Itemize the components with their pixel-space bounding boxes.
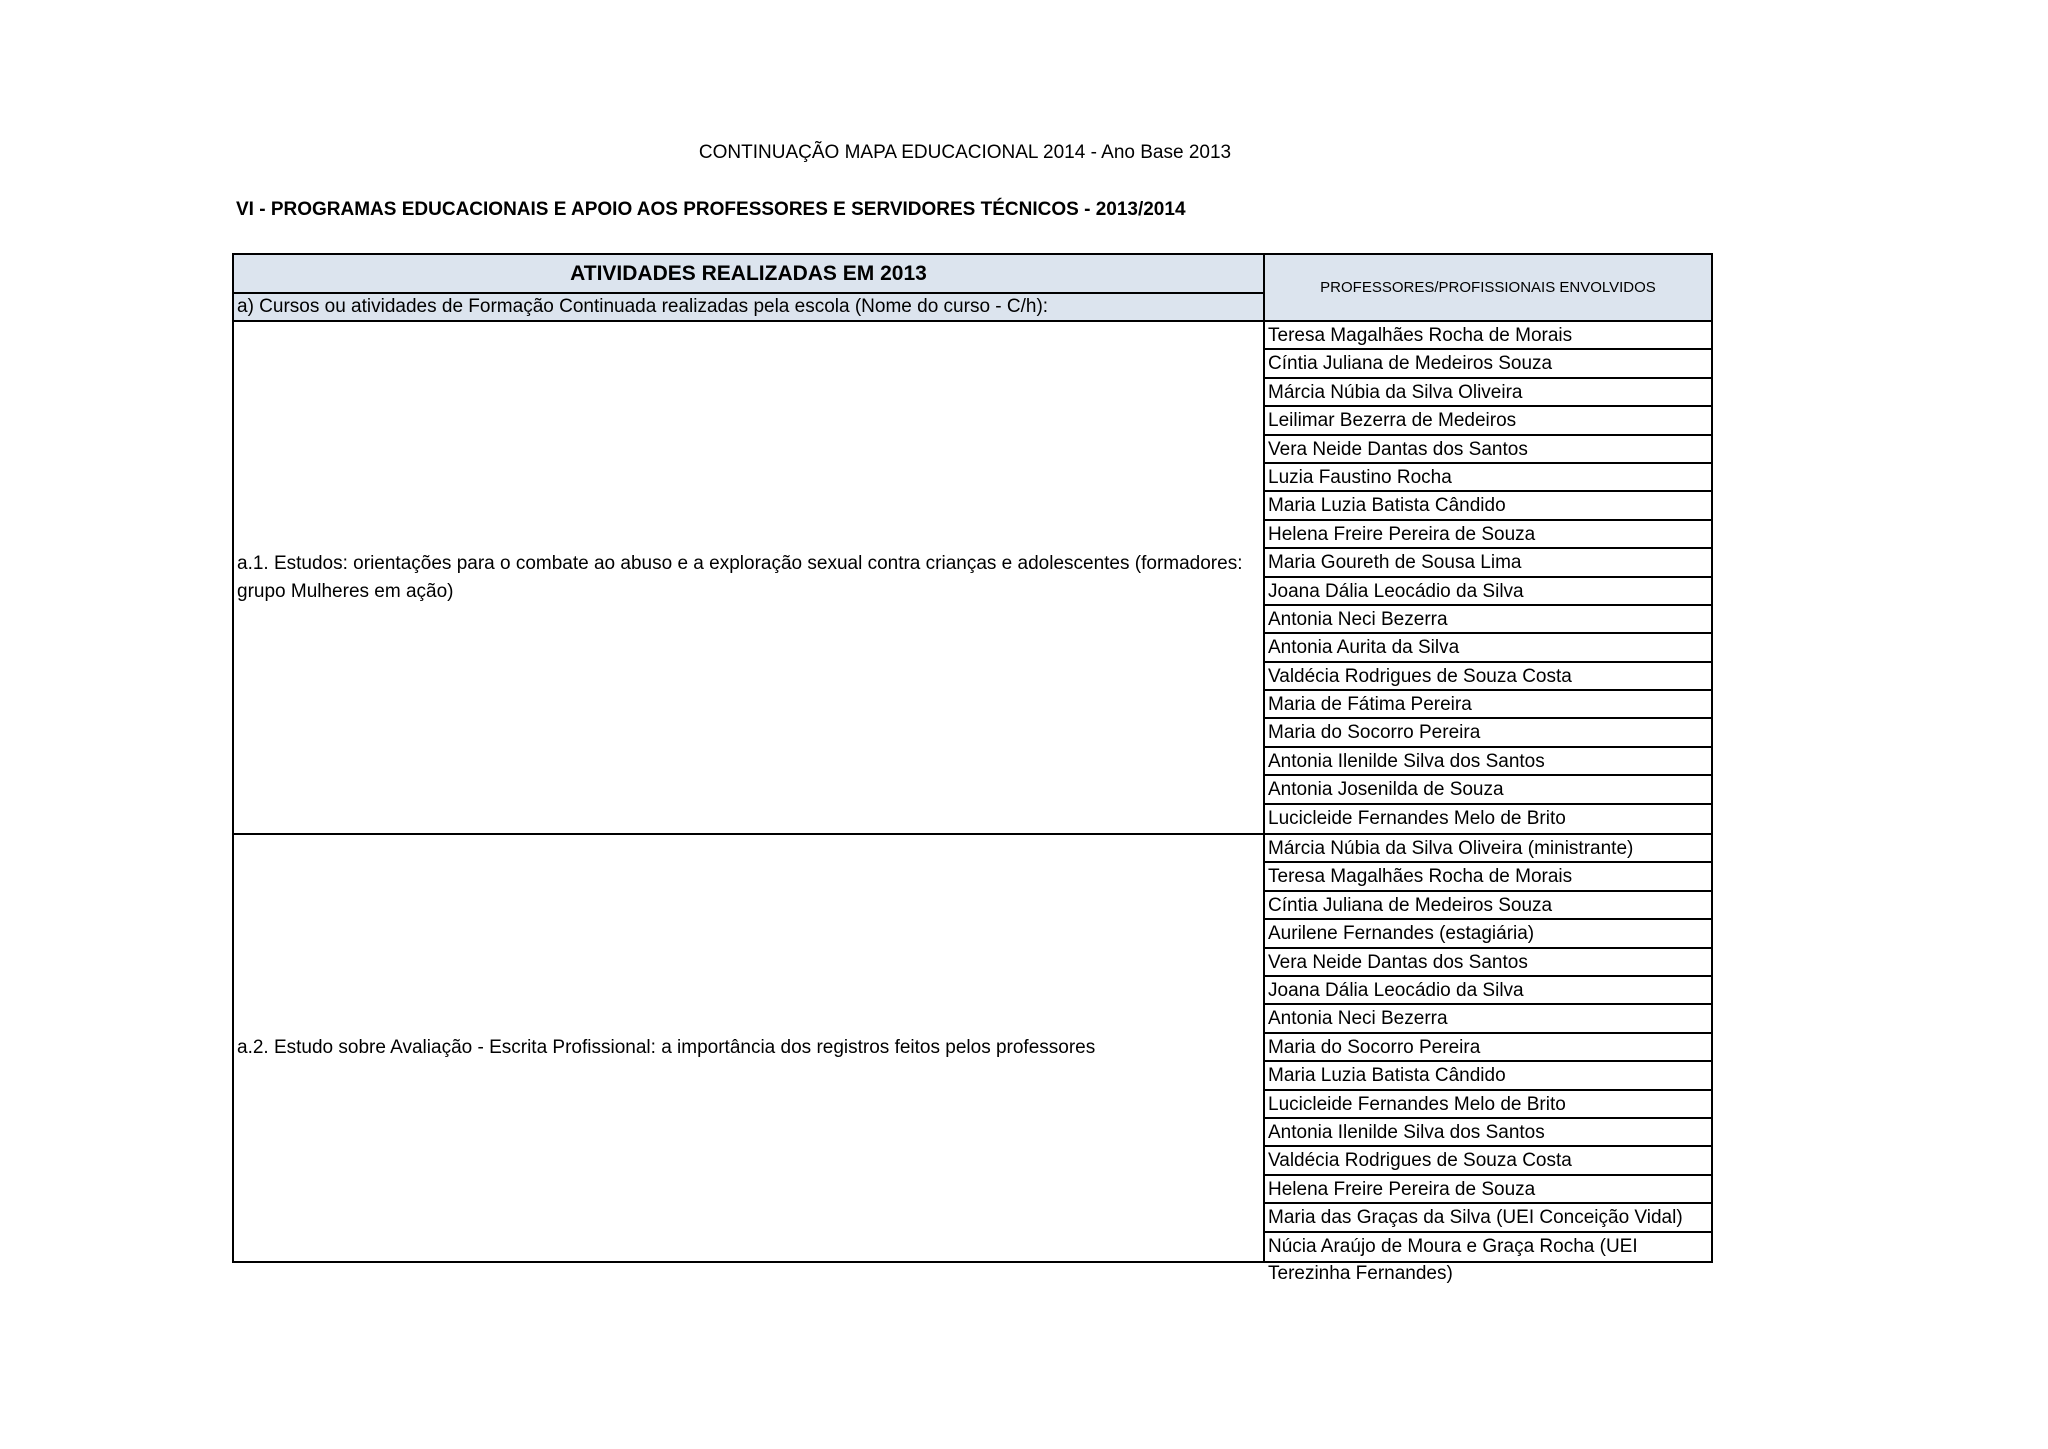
activity-description: a.2. Estudo sobre Avaliação - Escrita Profissional: a importância dos registros feitos pelos professores xyxy=(233,834,1264,1262)
participant-name: Antonia Josenilda de Souza xyxy=(1265,776,1711,804)
participant-name: Valdécia Rodrigues de Souza Costa xyxy=(1265,663,1711,691)
activity-row xyxy=(233,321,1712,834)
participant-name: Teresa Magalhães Rocha de Morais xyxy=(1265,322,1711,350)
participant-name: Aurilene Fernandes (estagiária) xyxy=(1265,920,1711,948)
table-header-row xyxy=(233,254,1712,293)
participant-name: Teresa Magalhães Rocha de Morais xyxy=(1265,863,1711,891)
activity-row xyxy=(233,834,1712,1262)
participants-cell xyxy=(1264,321,1712,834)
participant-name: Antonia Aurita da Silva xyxy=(1265,634,1711,662)
participant-name: Luzia Faustino Rocha xyxy=(1265,464,1711,492)
participant-name: Cíntia Juliana de Medeiros Souza xyxy=(1265,350,1711,378)
participant-name: Maria do Socorro Pereira xyxy=(1265,719,1711,747)
participant-name: Márcia Núbia da Silva Oliveira xyxy=(1265,379,1711,407)
header-participants: PROFESSORES/PROFISSIONAIS ENVOLVIDOS xyxy=(1264,254,1712,321)
participant-name: Antonia Ilenilde Silva dos Santos xyxy=(1265,748,1711,776)
participant-name: Antonia Neci Bezerra xyxy=(1265,1005,1711,1033)
participant-name: Vera Neide Dantas dos Santos xyxy=(1265,436,1711,464)
participant-name: Helena Freire Pereira de Souza xyxy=(1265,1176,1711,1204)
participant-name: Lucicleide Fernandes Melo de Brito xyxy=(1265,1091,1711,1119)
participant-name: Antonia Neci Bezerra xyxy=(1265,606,1711,634)
participant-name: Maria do Socorro Pereira xyxy=(1265,1034,1711,1062)
participant-name: Joana Dália Leocádio da Silva xyxy=(1265,977,1711,1005)
participant-name: Maria Goureth de Sousa Lima xyxy=(1265,549,1711,577)
participant-name: Leilimar Bezerra de Medeiros xyxy=(1265,407,1711,435)
document-title: CONTINUAÇÃO MAPA EDUCACIONAL 2014 - Ano Base 2013 xyxy=(698,142,1232,163)
participant-name: Maria Luzia Batista Cândido xyxy=(1265,1062,1711,1090)
participant-name: Maria das Graças da Silva (UEI Conceição Vidal) xyxy=(1265,1204,1711,1232)
participant-name: Lucicleide Fernandes Melo de Brito xyxy=(1268,807,1566,829)
participant-name: Márcia Núbia da Silva Oliveira (ministrante) xyxy=(1265,835,1711,863)
participant-name: Valdécia Rodrigues de Souza Costa xyxy=(1265,1147,1711,1175)
participant-name: Cíntia Juliana de Medeiros Souza xyxy=(1265,892,1711,920)
participant-name: Núcia Araújo de Moura e Graça Rocha (UEI Terezinha Fernandes) xyxy=(1268,1235,1638,1284)
participant-name: Antonia Ilenilde Silva dos Santos xyxy=(1265,1119,1711,1147)
participant-name: Maria de Fátima Pereira xyxy=(1265,691,1711,719)
participants-cell xyxy=(1264,834,1712,1284)
activity-description: a.1. Estudos: orientações para o combate ao abuso e a exploração sexual contra crianças e adolescentes (formadores: grupo Mulheres em ação) xyxy=(233,321,1264,834)
header-activities: ATIVIDADES REALIZADAS EM 2013 xyxy=(233,254,1264,293)
section-heading: VI - PROGRAMAS EDUCACIONAIS E APOIO AOS PROFESSORES E SERVIDORES TÉCNICOS - 2013/2014 xyxy=(236,199,1186,220)
participant-name: Vera Neide Dantas dos Santos xyxy=(1265,949,1711,977)
participant-name: Maria Luzia Batista Cândido xyxy=(1265,492,1711,520)
participant-name: Joana Dália Leocádio da Silva xyxy=(1265,578,1711,606)
participant-name: Helena Freire Pereira de Souza xyxy=(1265,521,1711,549)
activities-table xyxy=(232,253,1713,1284)
subheader-courses: a) Cursos ou atividades de Formação Continuada realizadas pela escola (Nome do curso - C/h): xyxy=(233,293,1264,321)
